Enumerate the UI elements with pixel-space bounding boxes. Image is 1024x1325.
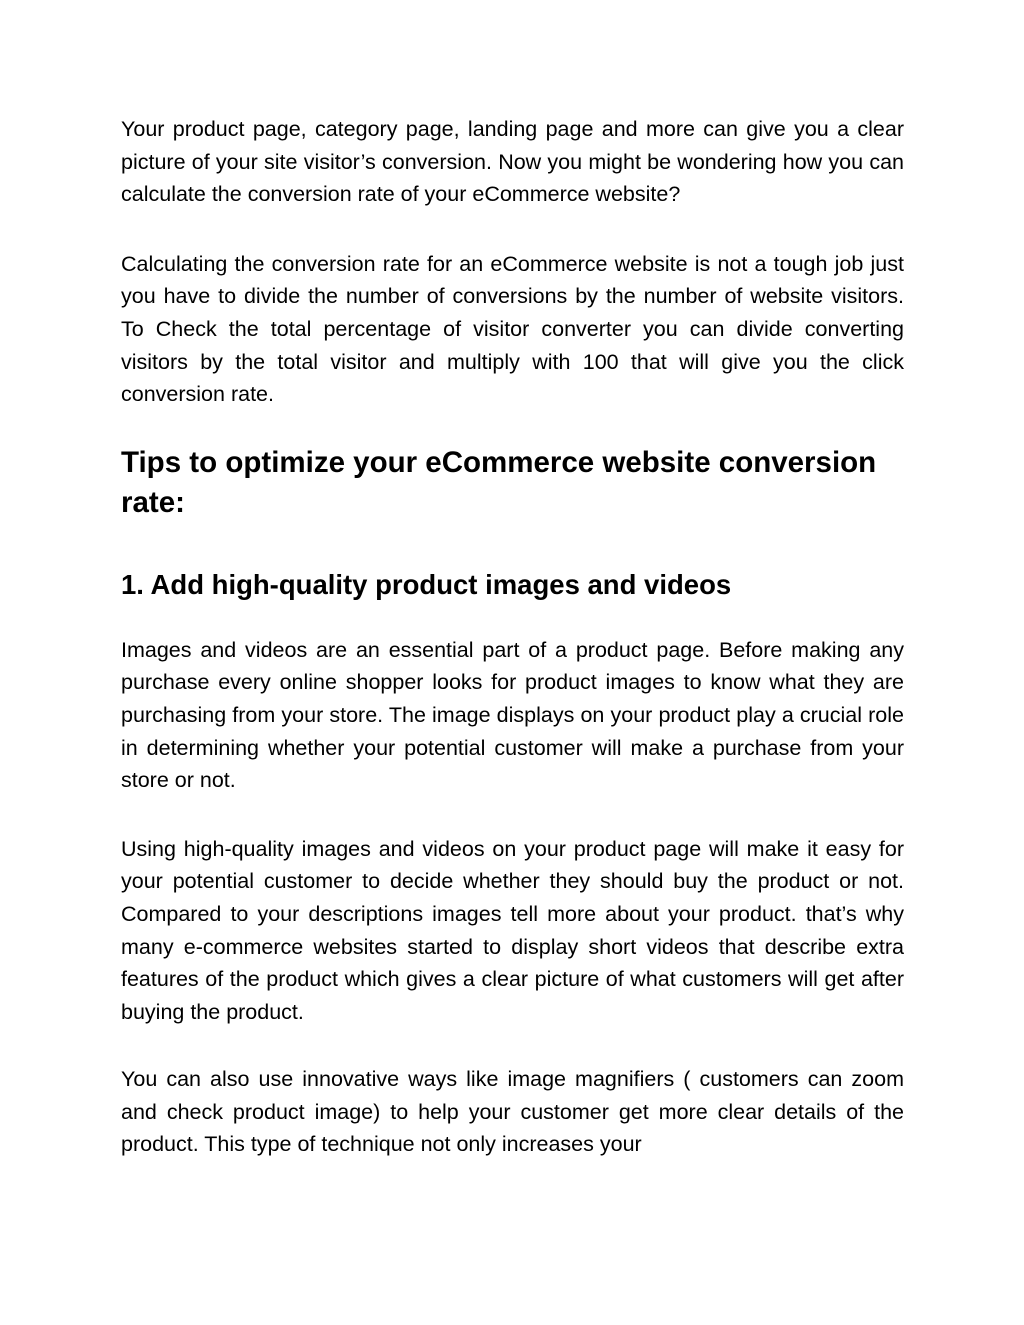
high-quality-media-paragraph: Using high-quality images and videos on your product page will make it easy for your potential customer to decide whether they should buy the product or not. Compared to your descriptions images tell more about your product. that’s why many e-commerce websites started to display short videos that describe extra features of the product which gives a clear picture of what customers will get after buying the product. bbox=[121, 836, 904, 1024]
document-page bbox=[121, 113, 904, 1161]
tips-heading: Tips to optimize your eCommerce website conversion rate: bbox=[121, 445, 877, 520]
image-magnifier-paragraph: You can also use innovative ways like image magnifiers ( customers can zoom and check product image) to help your customer get more clear details of the product. This type of technique not only increases your bbox=[121, 1067, 904, 1157]
calculation-paragraph: Calculating the conversion rate for an eCommerce website is not a tough job just you have to divide the number of conversions by the number of website visitors. To Check the total percentage of visitor converter you can divide converting visitors by the total visitor and multiply with 100 that will give you the click conversion rate. bbox=[121, 251, 904, 407]
step-1-heading: 1. Add high-quality product images and videos bbox=[121, 568, 732, 600]
images-importance-paragraph: Images and videos are an essential part of a product page. Before making any purchase every online shopper looks for product images to know what they are purchasing from your store. The image displays on your product play a crucial role in determining whether your potential customer will make a purchase from your store or not. bbox=[121, 637, 904, 793]
intro-paragraph: Your product page, category page, landing page and more can give you a clear picture of your site visitor’s conversion. Now you might be wondering how you can calculate the conversion rate of your eCommerce website? bbox=[121, 117, 904, 207]
